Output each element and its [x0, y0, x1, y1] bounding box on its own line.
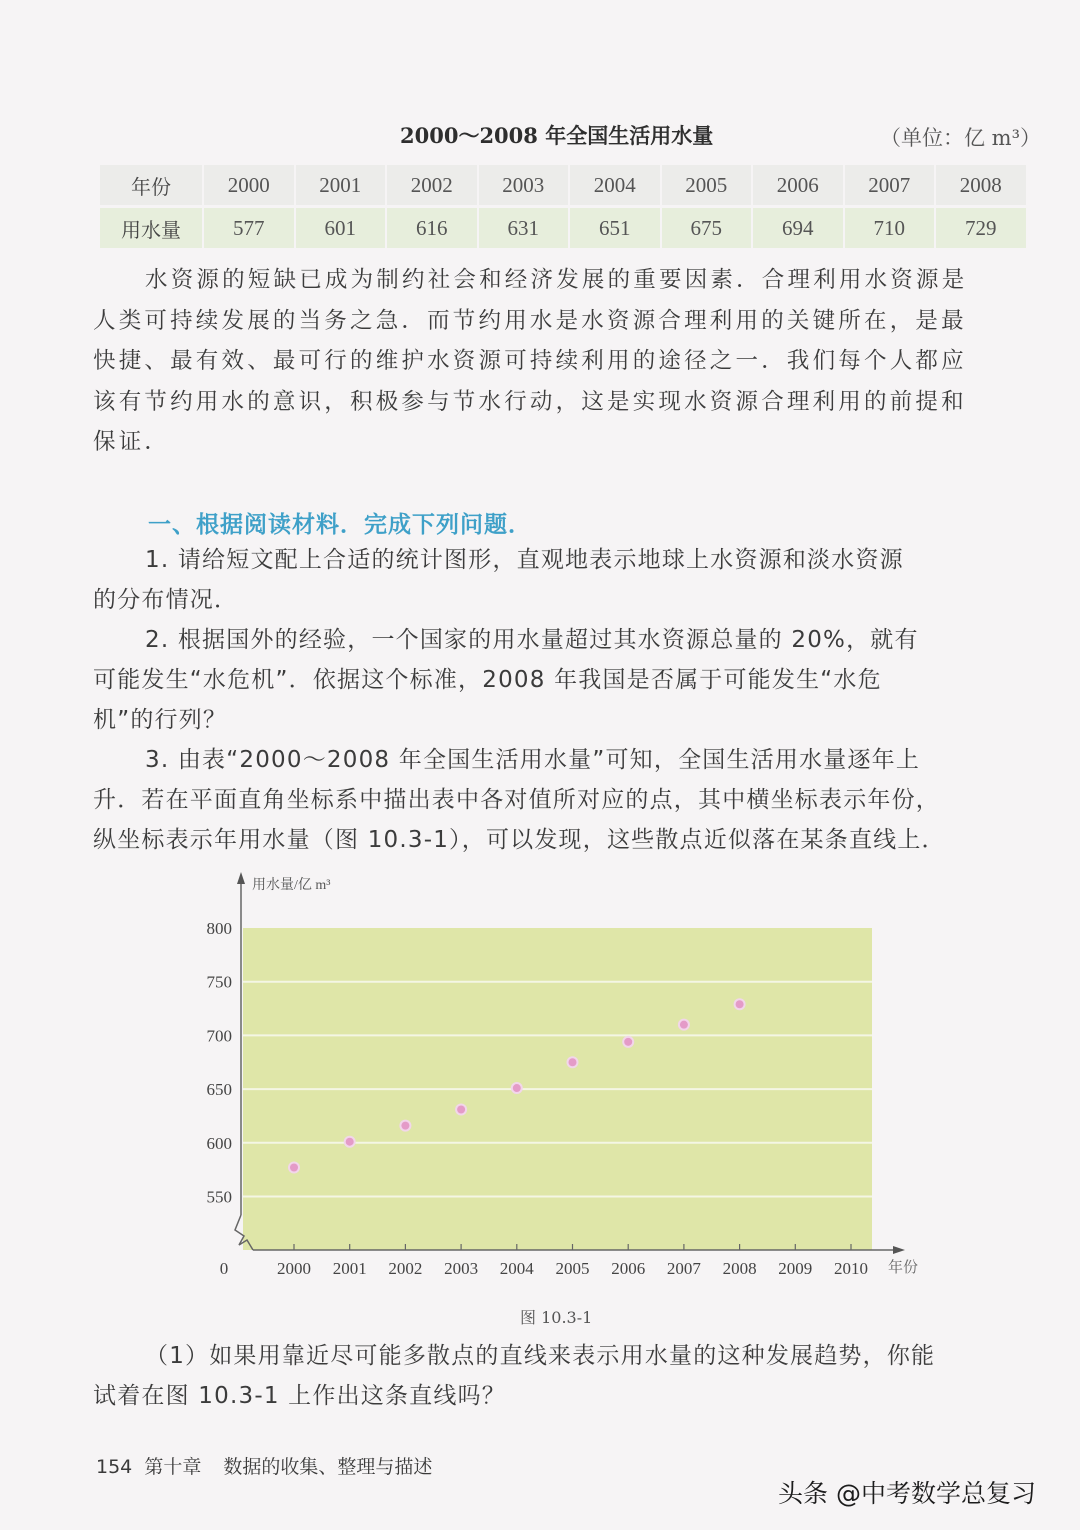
- paragraph-line: 快捷、最有效、最可行的维护水资源可持续利用的途径之一．我们每个人都应: [93, 348, 967, 374]
- year-cell: 2003: [479, 165, 569, 205]
- page-footer: [96, 1452, 432, 1479]
- table-unit: （单位：亿 m³）: [880, 126, 1042, 150]
- paragraph-line: 保证．: [93, 429, 171, 455]
- data-point-halo: [344, 1136, 356, 1148]
- data-point-halo: [288, 1162, 300, 1174]
- y-tick-label: 750: [206, 972, 232, 992]
- y-tick-label: 650: [206, 1080, 232, 1100]
- year-cell: 2007: [845, 165, 935, 205]
- questions: [93, 540, 1038, 860]
- y-tick-label: 700: [206, 1026, 232, 1046]
- table-row-years: [100, 165, 1026, 205]
- question-2-line: 机”的行列？: [93, 707, 228, 733]
- origin-label: 0: [219, 1259, 229, 1278]
- x-tick-label: 2006: [611, 1259, 646, 1278]
- y-axis-label: 用水量/亿 m³: [252, 878, 331, 893]
- x-axis-arrow-icon: [893, 1246, 905, 1254]
- question-2-line: 2. 根据国外的经验，一个国家的用水量超过其水资源总量的 20%，就有: [145, 627, 919, 653]
- year-cell: 2000: [204, 165, 294, 205]
- y-tick-label: 800: [206, 919, 232, 938]
- question-2-line: 可能发生“水危机”．依据这个标准，2008 年我国是否属于可能发生“水危: [93, 667, 882, 693]
- year-cell: 2002: [387, 165, 477, 205]
- value-cell: 710: [845, 208, 935, 248]
- year-cell: 2004: [570, 165, 660, 205]
- x-tick-label: 2001: [332, 1259, 367, 1278]
- x-tick-label: 2005: [555, 1259, 590, 1278]
- paragraph-line: 人类可持续发展的当务之急．而节约用水是水资源合理利用的关键所在，是最: [93, 307, 967, 334]
- data-point: [624, 1038, 632, 1046]
- data-point-halo: [399, 1120, 411, 1132]
- table-title: 2000～2008 年全国生活用水量: [400, 123, 714, 148]
- question-3-line: 3. 由表“2000～2008 年全国生活用水量”可知，全国生活用水量逐年上: [145, 747, 921, 773]
- x-tick-label: 2000: [277, 1259, 311, 1278]
- value-cell: 651: [570, 208, 660, 248]
- chapter-title: 数据的收集、整理与描述: [223, 1456, 433, 1478]
- data-point-halo: [678, 1019, 690, 1031]
- chapter-number: 第十章: [144, 1456, 202, 1478]
- x-axis-label: 年份: [888, 1260, 919, 1276]
- data-point-halo: [734, 998, 746, 1010]
- row-header-year: 年份: [100, 165, 202, 205]
- data-point: [346, 1138, 354, 1146]
- data-point: [736, 1000, 744, 1008]
- value-cell: 577: [204, 208, 294, 248]
- data-point: [569, 1058, 577, 1066]
- x-tick-label: 2008: [722, 1259, 757, 1278]
- sub-question-1: [93, 1336, 1038, 1416]
- data-point: [457, 1106, 465, 1114]
- question-3-line: 纵坐标表示年用水量（图 10.3-1），可以发现，这些散点近似落在某条直线上．: [93, 827, 946, 853]
- x-tick-label: 2003: [444, 1259, 479, 1278]
- sub-question-line: （1）如果用靠近尽可能多散点的直线来表示用水量的这种发展趋势，你能: [145, 1343, 936, 1369]
- table-row-values: [100, 208, 1026, 248]
- page-number: 154: [96, 1456, 133, 1478]
- data-point: [401, 1122, 409, 1130]
- question-1-line: 的分布情况．: [93, 587, 239, 613]
- reading-paragraph: [93, 260, 1038, 463]
- year-cell: 2006: [753, 165, 843, 205]
- value-cell: 631: [479, 208, 569, 248]
- data-point-halo: [455, 1104, 467, 1116]
- y-tick-label: 600: [206, 1133, 232, 1153]
- year-cell: 2005: [662, 165, 752, 205]
- value-cell: 694: [753, 208, 843, 248]
- plot-area: [243, 928, 872, 1250]
- y-tick-label: 550: [206, 1187, 232, 1207]
- water-usage-table: [98, 162, 1028, 251]
- paragraph-line: 水资源的短缺已成为制约社会和经济发展的重要因素．合理利用水资源是: [145, 267, 968, 293]
- x-tick-label: 2007: [666, 1259, 701, 1278]
- x-tick-label: 2002: [388, 1259, 423, 1278]
- figure-caption: 图 10.3-1: [520, 1308, 593, 1327]
- value-cell: 675: [662, 208, 752, 248]
- data-point-halo: [511, 1082, 523, 1094]
- year-cell: 2008: [936, 165, 1026, 205]
- watermark: 头条 @中考数学总复习: [778, 1479, 1036, 1508]
- axis-break-icon: [235, 1215, 253, 1250]
- question-3-line: 升．若在平面直角坐标系中描出表中各对值所对应的点，其中横坐标表示年份，: [93, 787, 940, 813]
- data-point: [680, 1021, 688, 1029]
- y-axis-arrow-icon: [237, 872, 245, 884]
- paragraph-line: 该有节约用水的意识，积极参与节水行动，这是实现水资源合理利用的前提和: [93, 388, 967, 415]
- sub-question-line: 试着在图 10.3-1 上作出这条直线吗？: [93, 1383, 506, 1409]
- data-point: [290, 1164, 298, 1172]
- question-1-line: 1. 请给短文配上合适的统计图形，直观地表示地球上水资源和淡水资源: [145, 547, 904, 573]
- section-heading: 一、根据阅读材料．完成下列问题．: [148, 512, 532, 538]
- x-tick-label: 2010: [834, 1259, 868, 1278]
- data-point-halo: [567, 1056, 579, 1068]
- row-header-usage: 用水量: [100, 208, 202, 248]
- data-point: [513, 1084, 521, 1092]
- value-cell: 729: [936, 208, 1026, 248]
- value-cell: 616: [387, 208, 477, 248]
- x-tick-label: 2009: [778, 1259, 813, 1278]
- year-cell: 2001: [296, 165, 386, 205]
- data-point-halo: [622, 1036, 634, 1048]
- value-cell: 601: [296, 208, 386, 248]
- x-tick-label: 2004: [499, 1259, 534, 1278]
